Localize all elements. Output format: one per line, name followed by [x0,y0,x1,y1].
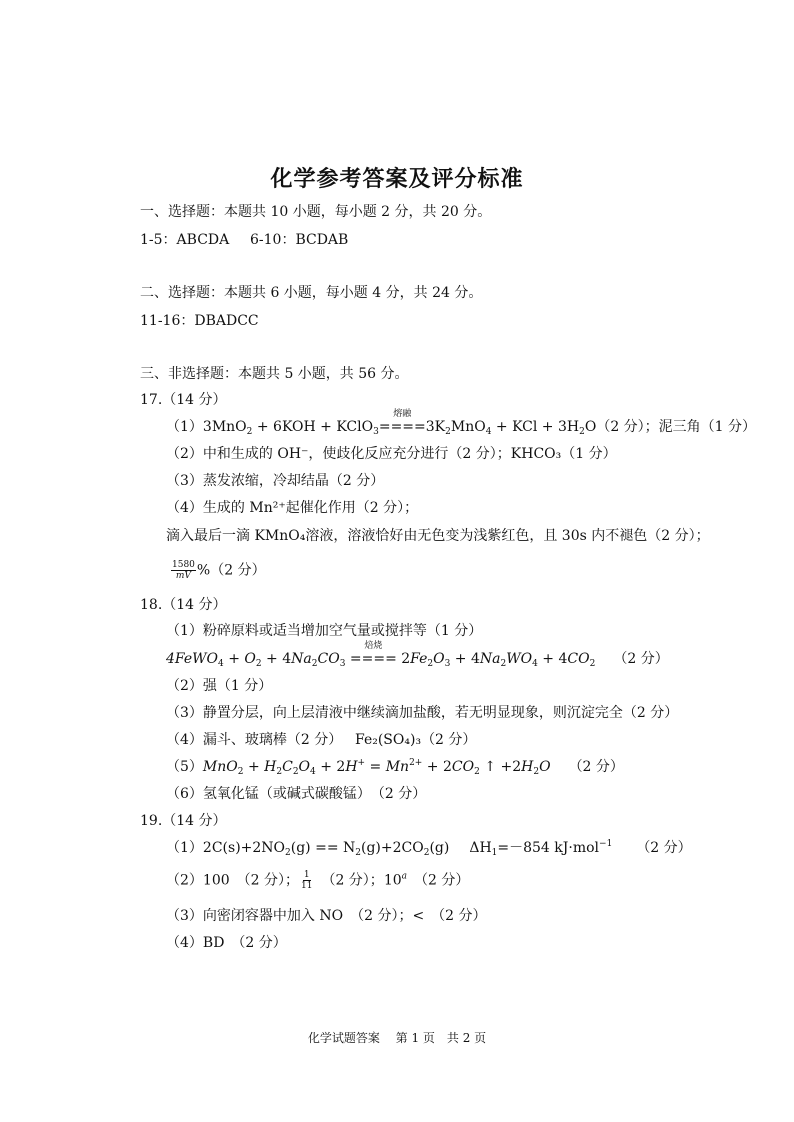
q18-heading: 18.（14 分） [140,597,227,613]
q18-part4-a: （4）漏斗、玻璃棒（2 分） [166,732,343,748]
q18-part6: （6）氢氧化锰（或碱式碳酸锰） （2 分） [166,786,427,802]
fraction: $\frac{1}{11}$ [301,870,313,891]
q18-equation: 4FeWO$_4$ + $O_2 + 4Na_2CO_3$ 焙烧 ==== $2Fe_2O_3 + 4Na_2WO_4 + 4CO_2$ （2 分） [166,650,669,668]
fraction: $\frac{1580}{mV}$ [172,560,195,581]
reaction-condition: 熔融 [393,409,412,419]
section2-header: 二、选择题：本题共 6 小题，每小题 4 分，共 24 分。 [140,285,483,301]
q17-part3: （3）蒸发浓缩，冷却结晶（2 分） [166,473,385,489]
section1-answers-6-10: 6-10：BCDAB [250,232,349,248]
q19-heading: 19.（14 分） [140,813,227,829]
q17-part2: （2）中和生成的 OH⁻，使歧化反应充分进行（2 分）；KHCO₃（1 分） [166,446,617,462]
q18-part5: $(5)MnO_2 + H_2C_2O_4 + 2H^+ = Mn^{2+} + 2CO_2$ ↑ $+2H_2O$ （2 分） [166,758,624,777]
q17-part4-b: 滴入最后一滴 KMnO₄溶液，溶液恰好由无色变为浅紫红色，且 30s 内不褪色（2 分）； [166,528,710,544]
q18-part1: （1）粉碎原料或适当增加空气量或搅拌等（1 分） [166,623,483,639]
q18-part4-b: Fe₂(SO₄)₃（2 分） [355,732,477,748]
section3-header: 三、非选择题：本题共 5 小题，共 56 分。 [140,366,409,382]
section1-header: 一、选择题：本题共 10 小题，每小题 2 分，共 20 分。 [140,204,492,220]
section2-answers: 11-16：DBADCC [140,313,259,329]
q19-part3: （3）向密闭容器中加入 NO （2 分）；< （2 分） [166,908,487,924]
reaction-condition: 焙烧 [364,641,383,651]
page-title: 化学参考答案及评分标准 [270,167,524,192]
q18-part2: （2）强（1 分） [166,678,273,694]
q19-part4: （4）BD （2 分） [166,935,287,951]
q19-part2: （2）100 （2 分）； $\frac{1}{11}$ （2 分）；10$^a$ （2 分） [166,870,470,891]
q17-heading: 17.（14 分） [140,392,227,408]
q17-part1: （1）3MnO$_2$ + 6KOH + KClO$_3$ 熔融 $====3K_2MnO_4$ + KCl + $3H_2O(2$ 分）；泥三角（1 分） [166,418,756,436]
page-footer: 化学试题答案 第 1 页 共 2 页 [307,1031,487,1045]
q17-part4-a: （4）生成的 Mn²⁺起催化作用（2 分）； [166,500,419,516]
q18-part3: （3）静置分层，向上层清液中继续滴加盐酸，若无明显现象，则沉淀完全（2 分） [166,705,679,721]
section1-answers-1-5: 1-5：ABCDA [140,232,230,248]
q17-part4-c: $\frac{1580}{mV}$ %（2 分） [172,560,266,581]
q19-part1: $(1)2C(s)+2NO_2(g) == N_2(g)+2CO_2(g)$ $\Delta H_1=-854$ kJ·mol$^{-1}$ （2 分） [166,839,692,858]
